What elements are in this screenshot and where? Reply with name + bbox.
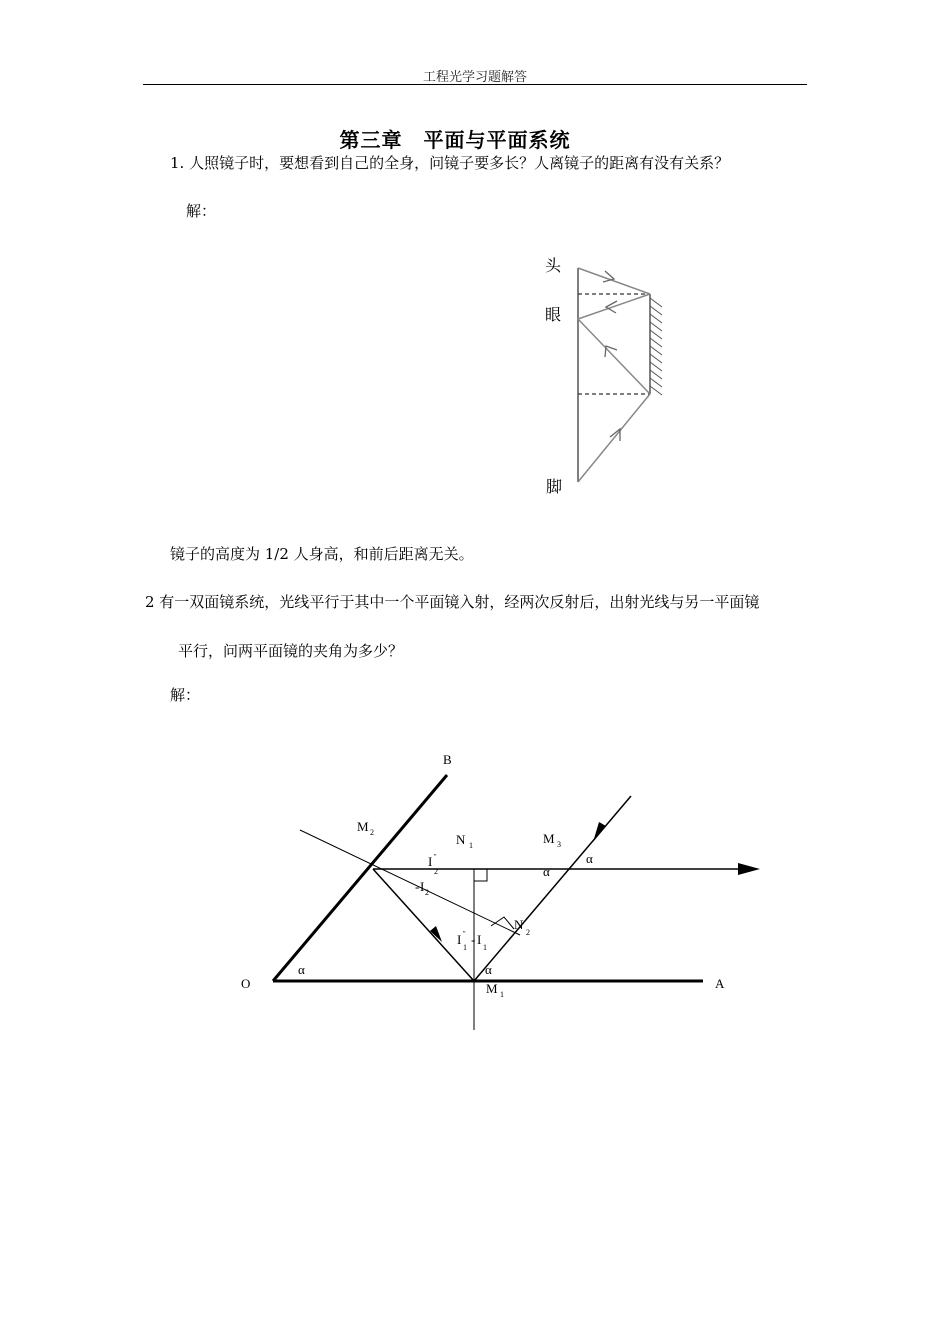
label-eye: 眼 — [545, 307, 562, 324]
mirror-figure — [530, 245, 680, 505]
label-N1: N — [456, 832, 466, 847]
ray-head-in — [578, 268, 650, 294]
question-1: 1. 人照镜子时，要想看到自己的全身，问镜子要多长？人离镜子的距离有没有关系？ — [170, 154, 730, 172]
label-I2-dprime-mark: '' — [434, 853, 437, 861]
label-M2: M — [357, 819, 369, 834]
question-2-line1: 2 有一双面镜系统，光线平行于其中一个平面镜入射，经两次反射后，出射光线与另一平面镜 — [145, 593, 760, 611]
arrow-4 — [610, 429, 620, 441]
label-alpha-M3-left: α — [543, 864, 550, 879]
double-mirror-figure — [230, 745, 775, 1035]
label-N2-sub: 2 — [526, 928, 530, 937]
label-M3: M — [543, 831, 555, 846]
label-M1: M — [486, 981, 498, 996]
label-neg-I1-neg: - — [471, 932, 476, 947]
label-alpha-O: α — [298, 962, 305, 977]
mirror-OB — [273, 775, 447, 981]
label-head: 头 — [545, 258, 562, 275]
arrow-exit — [738, 863, 760, 875]
label-neg-I1-sub: 1 — [483, 943, 487, 952]
label-M2-sub: 2 — [370, 828, 374, 837]
mirror-hatching — [650, 298, 662, 395]
label-A: A — [715, 976, 725, 991]
page-header: 工程光学习题解答 — [422, 70, 527, 85]
incident-ray — [474, 796, 631, 981]
chapter-title: 第三章 平面与平面系统 — [339, 128, 571, 152]
label-I1-dprime: I — [457, 932, 462, 947]
right-angle-N1 — [474, 869, 487, 881]
arrow-3 — [605, 346, 617, 357]
question-2-line2: 平行，问两平面镜的夹角为多少？ — [178, 642, 404, 660]
solution-label-1: 解： — [186, 202, 217, 220]
ray-foot-in — [578, 394, 650, 482]
label-N1-sub: 1 — [469, 841, 473, 850]
label-M3-sub: 3 — [557, 840, 561, 849]
label-alpha-M1: α — [485, 962, 492, 977]
label-foot: 脚 — [546, 479, 563, 496]
label-neg-I2: I — [420, 879, 425, 894]
solution-label-2: 解： — [170, 686, 201, 704]
label-N2: N — [514, 917, 524, 932]
ray-head-out — [578, 294, 650, 319]
label-neg-I1: I — [477, 932, 482, 947]
label-neg-I2-neg: - — [415, 879, 420, 894]
label-B: B — [443, 752, 452, 767]
normal-M2 — [300, 830, 520, 935]
header-rule — [143, 84, 807, 85]
answer-1: 镜子的高度为 1/2 人身高，和前后距离无关。 — [170, 545, 474, 563]
label-neg-I2-sub: 2 — [425, 888, 429, 897]
label-M1-sub: 1 — [500, 990, 504, 999]
label-I2-dprime: I — [428, 854, 433, 869]
label-alpha-M3-right: α — [586, 851, 593, 866]
label-I2-dprime-sub: 2 — [434, 867, 438, 876]
label-O: O — [241, 976, 251, 991]
ray-foot-out — [578, 319, 650, 394]
label-I1-dprime-mark: '' — [463, 930, 466, 938]
label-I1-dprime-sub: 1 — [463, 943, 467, 952]
arrow-incident — [593, 822, 606, 842]
